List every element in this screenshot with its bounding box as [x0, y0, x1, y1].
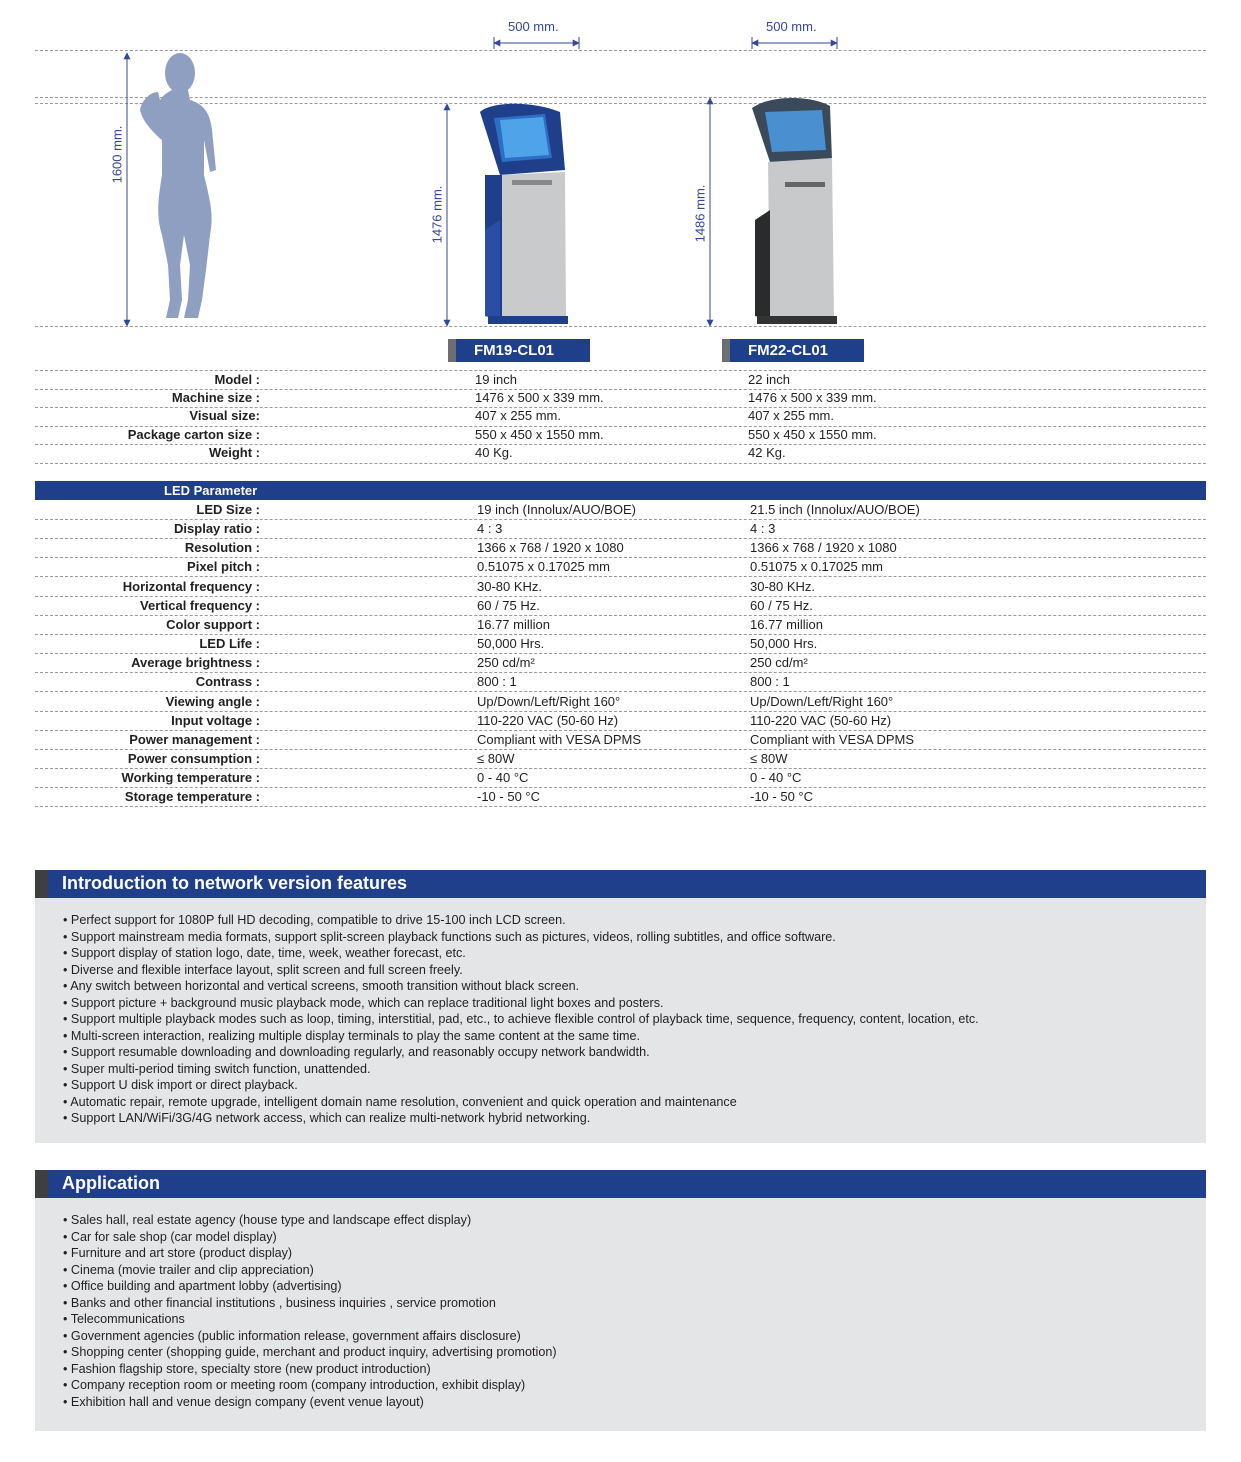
led-row [35, 788, 1206, 806]
led-row [35, 712, 1206, 730]
led-label: Average brightness : [131, 655, 260, 670]
led-label: Contrass : [195, 674, 260, 689]
led-value-fm22: 16.77 million [750, 617, 823, 632]
led-row [35, 673, 1206, 691]
led-value-fm22: 0 - 40 °C [750, 770, 802, 785]
intro-feature-item: • Support U disk import or direct playback. [63, 1077, 1206, 1094]
intro-feature-item: • Automatic repair, remote upgrade, intelligent domain name resolution, convenient and quick operation and maintenance [63, 1094, 1206, 1111]
led-value-fm19: 1366 x 768 / 1920 x 1080 [477, 540, 624, 555]
led-value-fm19: 16.77 million [477, 617, 550, 632]
led-value-fm22: 60 / 75 Hz. [750, 598, 813, 613]
led-value-fm22: 21.5 inch (Innolux/AUO/BOE) [750, 502, 920, 517]
width-label-fm22: 500 mm. [766, 19, 817, 34]
led-label: Resolution : [184, 540, 260, 555]
led-row [35, 693, 1206, 711]
spec-value-fm19: 19 inch [475, 372, 517, 387]
intro-feature-list [35, 898, 1206, 1127]
led-value-fm19: Compliant with VESA DPMS [477, 732, 642, 747]
spec-value-fm22: 407 x 255 mm. [748, 408, 834, 423]
intro-feature-item: • Support LAN/WiFi/3G/4G network access, which can realize multi-network hybrid networking. [63, 1110, 1206, 1127]
led-value-fm22: 0.51075 x 0.17025 mm [750, 559, 883, 574]
spec-value-fm19: 40 Kg. [475, 445, 513, 460]
led-row [35, 616, 1206, 634]
led-value-fm22: 50,000 Hrs. [750, 636, 818, 651]
led-label: Viewing angle : [165, 694, 260, 709]
led-label: Power consumption : [127, 751, 260, 766]
intro-feature-item: • Support resumable downloading and downloading regularly, and reasonably occupy network bandwidth. [63, 1044, 1206, 1061]
led-row [35, 501, 1206, 519]
model-tag-fm19: FM19-CL01 [448, 339, 590, 362]
spec-value-fm22: 1476 x 500 x 339 mm. [748, 390, 877, 405]
led-label: Vertical frequency : [140, 598, 260, 613]
led-value-fm19: 0.51075 x 0.17025 mm [477, 559, 610, 574]
spec-row [35, 407, 1206, 425]
intro-feature-item: • Support mainstream media formats, support split-screen playback functions such as pictures, videos, rolling subtitles, and office software. [63, 929, 1206, 946]
application-item: • Company reception room or meeting room (company introduction, exhibit display) [63, 1377, 1206, 1394]
application-section-header [35, 1170, 1206, 1198]
led-parameter-header [35, 481, 1206, 500]
intro-feature-item: • Multi-screen interaction, realizing multiple display terminals to play the same content at the same time. [63, 1028, 1206, 1045]
led-value-fm22: -10 - 50 °C [750, 789, 814, 804]
height-label-fm19: 1476 mm. [429, 185, 445, 244]
led-row [35, 558, 1206, 576]
led-value-fm19: 250 cd/m² [477, 655, 535, 670]
led-value-fm19: 50,000 Hrs. [477, 636, 545, 651]
led-row [35, 539, 1206, 557]
led-value-fm19: -10 - 50 °C [477, 789, 541, 804]
led-value-fm22: 4 : 3 [750, 521, 776, 536]
spec-row [35, 444, 1206, 462]
application-item: • Cinema (movie trailer and clip appreciation) [63, 1262, 1206, 1279]
led-value-fm19: Up/Down/Left/Right 160° [477, 694, 621, 709]
spec-row [35, 389, 1206, 407]
application-item: • Government agencies (public information release, government affairs disclosure) [63, 1328, 1206, 1345]
spec-row [35, 426, 1206, 444]
led-row [35, 578, 1206, 596]
intro-feature-item: • Perfect support for 1080P full HD decoding, compatible to drive 15-100 inch LCD screen. [63, 912, 1206, 929]
led-value-fm22: 250 cd/m² [750, 655, 808, 670]
led-label: Pixel pitch : [187, 559, 260, 574]
led-value-fm19: 30-80 KHz. [477, 579, 543, 594]
application-item: • Exhibition hall and venue design company (event venue layout) [63, 1394, 1206, 1411]
led-row [35, 769, 1206, 787]
intro-feature-item: • Support picture + background music playback mode, which can replace traditional light boxes and posters. [63, 995, 1206, 1012]
application-item: • Banks and other financial institutions , business inquiries , service promotion [63, 1295, 1206, 1312]
spec-label: Model : [214, 372, 260, 387]
led-value-fm22: Up/Down/Left/Right 160° [750, 694, 894, 709]
led-value-fm19: ≤ 80W [477, 751, 515, 766]
dimension-drawing [0, 0, 1241, 340]
led-value-fm22: 110-220 VAC (50-60 Hz) [750, 713, 892, 728]
led-value-fm19: 110-220 VAC (50-60 Hz) [477, 713, 619, 728]
human-silhouette [140, 53, 216, 318]
spec-value-fm22: 550 x 450 x 1550 mm. [748, 427, 877, 442]
intro-section [35, 870, 1206, 1143]
led-value-fm22: 30-80 KHz. [750, 579, 816, 594]
spec-label: Package carton size : [127, 427, 260, 442]
led-label: Input voltage : [171, 713, 260, 728]
application-item: • Telecommunications [63, 1311, 1206, 1328]
intro-feature-item: • Diverse and flexible interface layout, split screen and full screen freely. [63, 962, 1206, 979]
led-value-fm22: ≤ 80W [750, 751, 788, 766]
spec-label: Machine size : [171, 390, 260, 405]
intro-feature-item: • Any switch between horizontal and vertical screens, smooth transition without black screen. [63, 978, 1206, 995]
led-value-fm19: 60 / 75 Hz. [477, 598, 540, 613]
application-item: • Furniture and art store (product display) [63, 1245, 1206, 1262]
led-value-fm19: 4 : 3 [477, 521, 503, 536]
application-section [35, 1170, 1206, 1431]
intro-feature-item: • Support display of station logo, date, time, week, weather forecast, etc. [63, 945, 1206, 962]
width-label-fm19: 500 mm. [508, 19, 559, 34]
application-item: • Sales hall, real estate agency (house type and landscape effect display) [63, 1212, 1206, 1229]
spec-row [35, 371, 1206, 389]
application-item: • Shopping center (shopping guide, merchant and product inquiry, advertising promotion) [63, 1344, 1206, 1361]
led-row [35, 597, 1206, 615]
intro-feature-item: • Support multiple playback modes such as loop, timing, interstitial, pad, etc., to achieve flexible control of playback time, sequence, frequency, content, location, etc. [63, 1011, 1206, 1028]
led-label: Working temperature : [121, 770, 260, 785]
dimension-figure [0, 0, 1241, 340]
model-tag-fm22: FM22-CL01 [722, 339, 864, 362]
led-label: Power management : [129, 732, 260, 747]
kiosk-fm19-image [480, 104, 568, 324]
intro-section-header [35, 870, 1206, 898]
led-parameter-title: LED Parameter [164, 483, 258, 498]
led-value-fm22: 1366 x 768 / 1920 x 1080 [750, 540, 897, 555]
led-row [35, 731, 1206, 749]
led-value-fm22: Compliant with VESA DPMS [750, 732, 915, 747]
intro-section-title: Introduction to network version features [62, 873, 408, 893]
intro-feature-item: • Super multi-period timing switch function, unattended. [63, 1061, 1206, 1078]
led-row [35, 635, 1206, 653]
led-label: LED Life : [199, 636, 260, 651]
spec-value-fm22: 22 inch [748, 372, 790, 387]
spec-value-fm19: 407 x 255 mm. [475, 408, 561, 423]
led-label: Storage temperature : [124, 789, 260, 804]
kiosk-fm22-image [752, 98, 837, 324]
spec-value-fm22: 42 Kg. [748, 445, 786, 460]
spec-label: Visual size: [189, 408, 260, 423]
spec-value-fm19: 550 x 450 x 1550 mm. [475, 427, 604, 442]
led-label: Color support : [166, 617, 260, 632]
application-item: • Office building and apartment lobby (advertising) [63, 1278, 1206, 1295]
led-label: Horizontal frequency : [122, 579, 260, 594]
application-item: • Car for sale shop (car model display) [63, 1229, 1206, 1246]
application-section-title: Application [62, 1173, 160, 1193]
led-label: Display ratio : [174, 521, 260, 536]
led-value-fm19: 800 : 1 [477, 674, 517, 689]
application-list [35, 1198, 1206, 1410]
led-value-fm19: 19 inch (Innolux/AUO/BOE) [477, 502, 636, 517]
application-item: • Fashion flagship store, specialty store (new product introduction) [63, 1361, 1206, 1378]
led-row [35, 750, 1206, 768]
led-row [35, 654, 1206, 672]
led-value-fm22: 800 : 1 [750, 674, 790, 689]
led-value-fm19: 0 - 40 °C [477, 770, 529, 785]
led-label: LED Size : [196, 502, 260, 517]
height-label-fm22: 1486 mm. [692, 184, 708, 243]
led-row [35, 520, 1206, 538]
height-label-human: 1600 mm. [109, 125, 125, 184]
spec-label: Weight : [208, 445, 260, 460]
spec-value-fm19: 1476 x 500 x 339 mm. [475, 390, 604, 405]
